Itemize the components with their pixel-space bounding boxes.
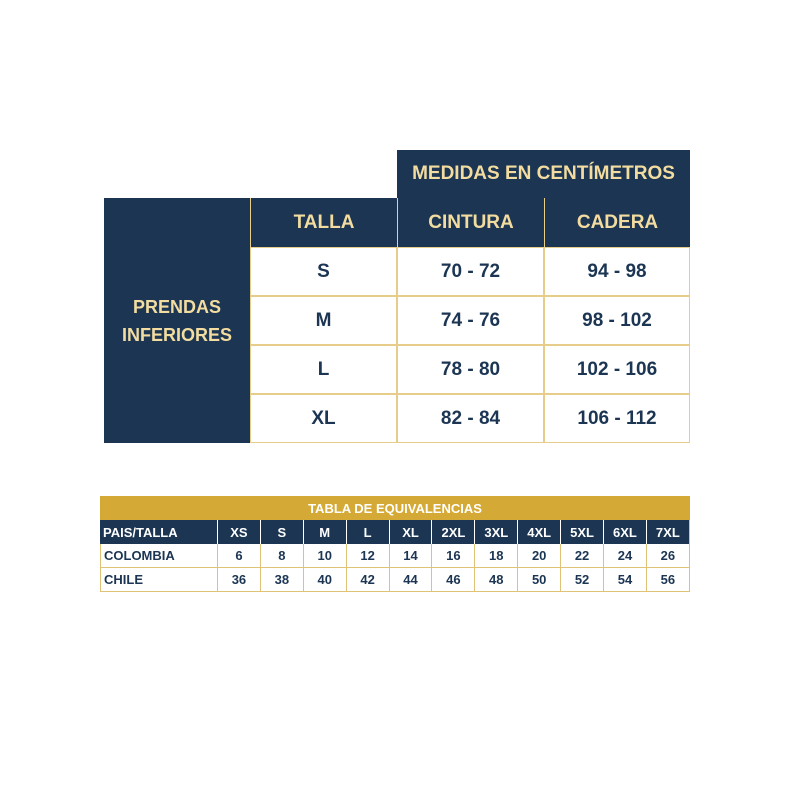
size-cintura-xl: 82 - 84	[397, 394, 544, 443]
table-row	[100, 568, 690, 592]
size-value: 20	[518, 544, 561, 568]
size-value: 24	[604, 544, 647, 568]
header-size: 6XL	[604, 520, 647, 544]
header-size: L	[347, 520, 390, 544]
column-header-cadera: CADERA	[544, 198, 690, 247]
size-talla-l: L	[250, 345, 397, 394]
category-label-line1: PRENDAS	[132, 296, 221, 317]
size-value: 18	[475, 544, 518, 568]
size-cadera-l: 102 - 106	[544, 345, 690, 394]
size-value: 8	[261, 544, 304, 568]
size-cadera-m: 98 - 102	[544, 296, 690, 345]
equivalence-table	[100, 496, 690, 592]
header-size: 3XL	[475, 520, 518, 544]
size-value: 22	[561, 544, 604, 568]
size-value: 54	[604, 568, 647, 592]
size-talla-xl: XL	[250, 394, 397, 443]
country-label: CHILE	[100, 568, 218, 592]
size-value: 36	[218, 568, 261, 592]
header-size: XS	[218, 520, 261, 544]
category-label	[104, 198, 250, 443]
size-value: 10	[304, 544, 347, 568]
equivalence-header-row	[100, 520, 690, 544]
size-value: 40	[304, 568, 347, 592]
size-value: 38	[261, 568, 304, 592]
header-size: M	[304, 520, 347, 544]
column-header-talla: TALLA	[250, 198, 397, 247]
units-header: MEDIDAS EN CENTÍMETROS	[397, 150, 690, 198]
size-value: 26	[647, 544, 690, 568]
header-size: 4XL	[518, 520, 561, 544]
header-size: 7XL	[647, 520, 690, 544]
size-cintura-l: 78 - 80	[397, 345, 544, 394]
column-header-cintura: CINTURA	[397, 198, 544, 247]
size-value: 56	[647, 568, 690, 592]
size-value: 50	[518, 568, 561, 592]
size-talla-m: M	[250, 296, 397, 345]
header-size: XL	[390, 520, 433, 544]
header-size: 5XL	[561, 520, 604, 544]
size-talla-s: S	[250, 247, 397, 296]
header-pais-talla: PAIS/TALLA	[100, 520, 218, 544]
size-value: 44	[390, 568, 433, 592]
size-value: 48	[475, 568, 518, 592]
size-value: 46	[432, 568, 475, 592]
size-value: 42	[347, 568, 390, 592]
size-value: 6	[218, 544, 261, 568]
size-value: 16	[432, 544, 475, 568]
size-cintura-m: 74 - 76	[397, 296, 544, 345]
country-label: COLOMBIA	[100, 544, 218, 568]
size-value: 12	[347, 544, 390, 568]
category-label-line2: INFERIORES	[121, 324, 232, 345]
size-value: 52	[561, 568, 604, 592]
size-cadera-s: 94 - 98	[544, 247, 690, 296]
equivalence-table-title: TABLA DE EQUIVALENCIAS	[100, 496, 690, 520]
header-size: 2XL	[432, 520, 475, 544]
size-value: 14	[390, 544, 433, 568]
header-size: S	[261, 520, 304, 544]
size-cadera-xl: 106 - 112	[544, 394, 690, 443]
size-cintura-s: 70 - 72	[397, 247, 544, 296]
table-row	[100, 544, 690, 568]
